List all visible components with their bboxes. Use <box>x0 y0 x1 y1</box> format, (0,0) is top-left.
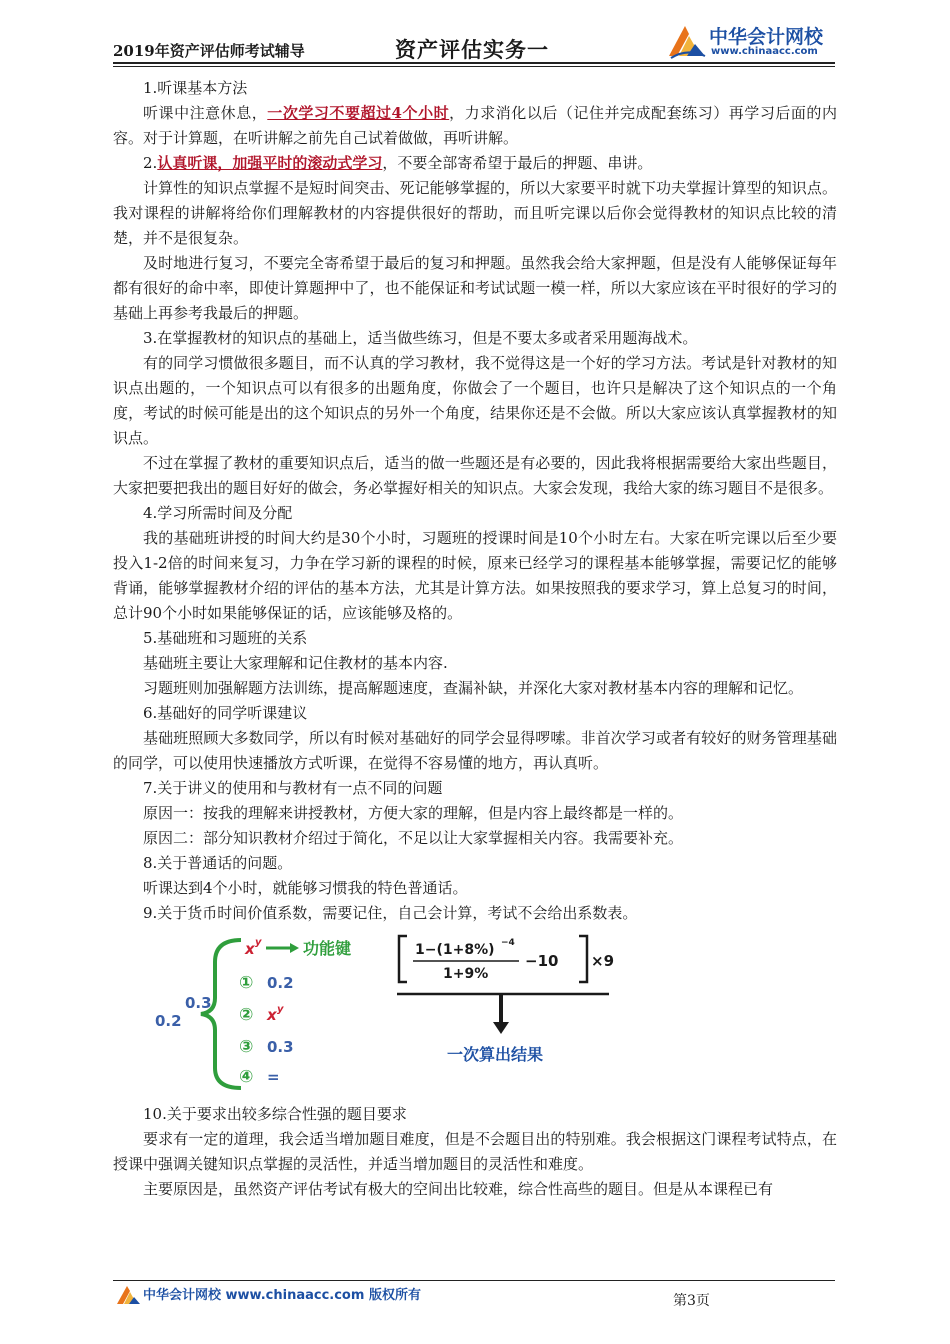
fig-bracket-right <box>579 936 587 982</box>
paragraph-text: 原因二：部分知识教材介绍过于简化，不足以让大家掌握相关内容。我需要补充。 <box>143 829 684 847</box>
fig-down-arrow-head <box>493 1022 509 1034</box>
paragraph <box>113 801 837 826</box>
fig-step4-num: ④ <box>239 1067 254 1087</box>
calculator-diagram <box>113 932 837 1090</box>
paragraph <box>113 501 837 526</box>
paragraph-text: 9.关于货币时间价值系数，需要记住，自己会计算，考试不会给出系数表。 <box>143 904 638 922</box>
paragraph-text: ，力求消化以后（记住并完成配套练习）再学习后面的内容。对于计算题，在听讲解之前先自己试着做做，再听讲解。 <box>113 104 837 147</box>
fig-step3-value: 0.3 <box>267 1038 294 1056</box>
paragraph <box>113 101 837 151</box>
paragraph-text: 2. <box>143 154 158 172</box>
paragraph <box>113 326 837 351</box>
paragraph <box>113 826 837 851</box>
paragraph <box>113 651 837 676</box>
brand-logo-icon <box>665 20 707 60</box>
fig-formula-tail: −10 <box>525 952 559 970</box>
paragraph-text: 基础班照顾大多数同学，所以有时候对基础好的同学会显得啰嗦。非首次学习或者有较好的财务管理基础的同学，可以使用快速播放方式听课，在觉得不容易懂的地方，再认真听。 <box>113 729 837 772</box>
paragraph-text: 计算性的知识点掌握不是短时间突击、死记能够掌握的，所以大家要平时就下功夫掌握计算型的知识点。我对课程的讲解将给你们理解教材的内容提供很好的帮助，而且听完课以后你会觉得教材的知识点比较的清楚，并不是很复杂。 <box>113 179 837 247</box>
paragraph <box>113 701 837 726</box>
fig-step1-value: 0.2 <box>267 974 294 992</box>
logo-name: 中华会计网校 <box>709 26 824 48</box>
fig-brace <box>201 940 241 1088</box>
main-content <box>113 76 837 1202</box>
page-footer <box>113 1276 835 1326</box>
logo-url: www.chinaacc.com <box>711 46 818 57</box>
paragraphs-before-figure <box>113 76 837 926</box>
paragraphs-after-figure <box>113 1102 837 1202</box>
fig-formula-exp: −4 <box>501 938 515 948</box>
header-rule <box>113 62 835 64</box>
paragraph <box>113 1177 837 1202</box>
paragraph <box>113 876 837 901</box>
paragraph <box>113 451 837 501</box>
fig-arrow-head <box>290 943 299 953</box>
paragraph-text: 3.在掌握教材的知识点的基础上，适当做些练习，但是不要太多或者采用题海战术。 <box>143 329 698 347</box>
paragraph-text: 7.关于讲义的使用和与教材有一点不同的问题 <box>143 779 443 797</box>
fig-xy-label: x <box>245 940 255 958</box>
paragraph-text: 听课达到4个小时，就能够习惯我的特色普通话。 <box>143 879 468 897</box>
paragraph-text: 5.基础班和习题班的关系 <box>143 629 308 647</box>
header-center-title: 资产评估实务一 <box>395 37 549 62</box>
highlighted-text: 认真听课，加强平时的滚动式学习 <box>157 154 383 172</box>
paragraph-text: 主要原因是，虽然资产评估考试有极大的空间出比较难，综合性高些的题目。但是从本课程已有 <box>143 1180 774 1198</box>
paragraph <box>113 1127 837 1177</box>
header-rule-thin <box>113 66 835 67</box>
fig-formula-den: 1+9% <box>443 966 489 982</box>
paragraph <box>113 76 837 101</box>
paragraph-text: 基础班主要让大家理解和记住教材的基本内容. <box>143 654 448 672</box>
header-left-title: 2019年资产评估师考试辅导 <box>113 42 305 60</box>
calculator-figure <box>113 932 837 1090</box>
fig-left-top: 0.3 <box>185 994 212 1012</box>
highlighted-text: 一次学习不要超过4个小时 <box>267 104 450 122</box>
footer-rule <box>113 1280 835 1281</box>
paragraph-text: 有的同学习惯做很多题目，而不认真的学习教材，我不觉得这是一个好的学习方法。考试是针对教材的知识点出题的，一个知识点可以有很多的出题角度，你做会了一个题目，也许只是解决了这个知识点的一个角度，考试的时候可能是出的这个知识点的另外一个角度，结果你还是不会做。所以大家应该认真掌握教材的知识点。 <box>113 354 837 447</box>
fig-xy-sup: y <box>255 937 262 948</box>
fig-bracket-left <box>399 936 407 982</box>
paragraph <box>113 151 837 176</box>
fig-step2-value: x <box>267 1006 277 1024</box>
fig-formula-mult: ×9 <box>591 952 615 970</box>
paragraph-text: 原因一：按我的理解来讲授教材，方便大家的理解，但是内容上最终都是一样的。 <box>143 804 684 822</box>
paragraph <box>113 251 837 326</box>
fig-step2-num: ② <box>239 1005 254 1025</box>
fig-left-main: 0.2 <box>155 1012 182 1030</box>
paragraph-text: 习题班则加强解题方法训练，提高解题速度，查漏补缺，并深化大家对教材基本内容的理解和记忆。 <box>143 679 804 697</box>
paragraph <box>113 726 837 776</box>
paragraph-text: ，不要全部寄希望于最后的押题、串讲。 <box>382 154 653 172</box>
paragraph <box>113 676 837 701</box>
paragraph-text: 要求有一定的道理，我会适当增加题目难度，但是不会题目出的特别难。我会根据这门课程考试特点，在授课中强调关键知识点掌握的灵活性，并适当增加题目的灵活性和难度。 <box>113 1130 837 1173</box>
paragraph <box>113 1102 837 1127</box>
paragraph-text: 及时地进行复习，不要完全寄希望于最后的复习和押题。虽然我会给大家押题，但是没有人能够保证每年都有很好的命中率，即使计算题押中了，也不能保证和考试试题一模一样，所以大家应该在平时很好的学习的基础上再参考我最后的押题。 <box>113 254 837 322</box>
fig-formula-num: 1−(1+8%) <box>415 942 495 958</box>
footer-copyright: 中华会计网校 www.chinaacc.com 版权所有 <box>143 1288 421 1303</box>
paragraph <box>113 526 837 626</box>
fig-result-label: 一次算出结果 <box>447 1045 544 1064</box>
brand-logo <box>665 20 840 60</box>
page-header <box>113 18 835 64</box>
fig-step4-value: = <box>267 1068 280 1086</box>
fig-step2-sup: y <box>277 1004 284 1015</box>
page-number: 第3页 <box>673 1293 710 1309</box>
paragraph-text: 8.关于普通话的问题。 <box>143 854 293 872</box>
paragraph-text: 听课中注意休息， <box>143 104 268 122</box>
paragraph-text: 1.听课基本方法 <box>143 79 248 97</box>
paragraph-text: 10.关于要求出较多综合性强的题目要求 <box>143 1105 407 1123</box>
fig-step1-num: ① <box>239 973 254 993</box>
paragraph <box>113 901 837 926</box>
paragraph <box>113 351 837 451</box>
paragraph <box>113 626 837 651</box>
paragraph-text: 4.学习所需时间及分配 <box>143 504 293 522</box>
paragraph-text: 我的基础班讲授的时间大约是30个小时，习题班的授课时间是10个小时左右。大家在听完课以后至少要投入1-2倍的时间来复习，力争在学习新的课程的时候，原来已经学习的课程基本能够掌握，需要记忆的能够背诵，能够掌握教材介绍的评估的基本方法，尤其是计算方法。如果按照我的要求学习，算上总复习的时间，总计90个小时如果能够保证的话，应该能够及格的。 <box>113 529 837 622</box>
footer-logo-icon <box>115 1282 141 1308</box>
fig-step3-num: ③ <box>239 1037 254 1057</box>
paragraph-text: 6.基础好的同学听课建议 <box>143 704 308 722</box>
paragraph-text: 不过在掌握了教材的重要知识点后，适当的做一些题还是有必要的，因此我将根据需要给大家出些题目，大家把要把我出的题目好好的做会，务必掌握好相关的知识点。大家会发现，我给大家的练习题目不是很多。 <box>113 454 837 497</box>
paragraph <box>113 776 837 801</box>
paragraph <box>113 176 837 251</box>
fig-func-key: 功能键 <box>303 939 352 958</box>
paragraph <box>113 851 837 876</box>
